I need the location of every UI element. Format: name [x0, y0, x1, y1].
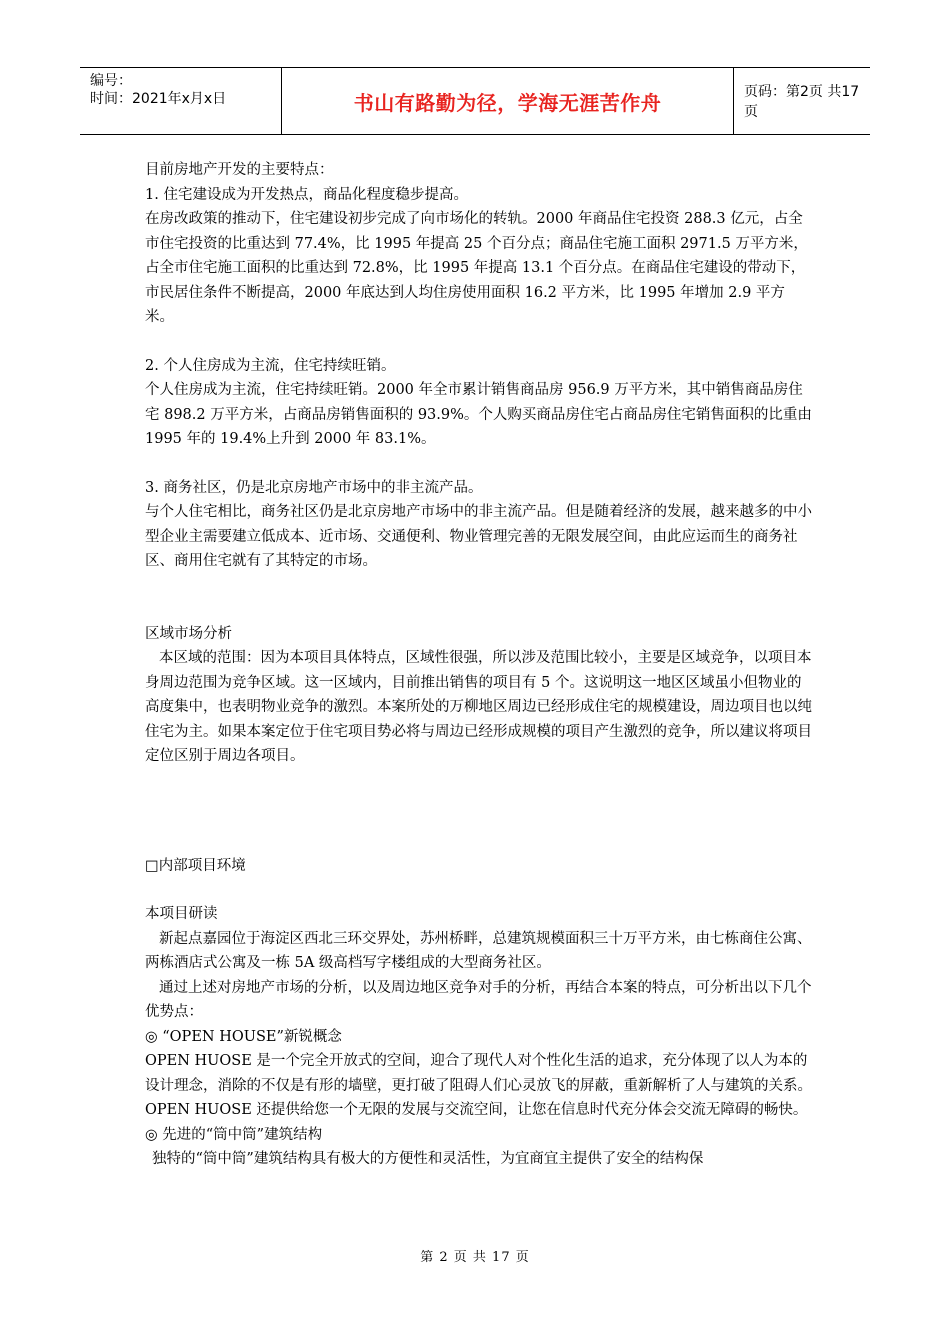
paragraph: 通过上述对房地产市场的分析，以及周边地区竞争对手的分析，再结合本案的特点，可分析出以下几个优势点：	[145, 979, 812, 1020]
paragraph: 本区域的范围：因为本项目具体特点，区域性很强，所以涉及范围比较小，主要是区域竞争，以项目本身周边范围为竞争区域。这一区域内，目前推出销售的项目有 5 个。这说明这一地区区域虽小但物业的高度集中，也表明物业竞争的激烈。本案所处的万柳地区周边已经形成住宅的规模建设，周边项目也以纯住宅为主。如果本案定位于住宅项目势必将与周边已经形成规模的项目产生激烈的竞争，所以建议将项目定位区别于周边各项目。	[145, 650, 812, 764]
paragraph: 独特的“筒中筒”建筑结构具有极大的方便性和灵活性，为宜商宜主提供了安全的结构保	[152, 1151, 704, 1167]
subsection-title: 本项目研读	[145, 906, 218, 922]
item-title: 3. 商务社区，仍是北京房地产市场中的非主流产品。	[145, 479, 483, 496]
paragraph: 新起点嘉园位于海淀区西北三环交界处，苏州桥畔，总建筑规模面积三十万平方米，由七栋商住公寓、两栋酒店式公寓及一栋 5A 级高档写字楼组成的大型商务社区。	[145, 930, 812, 971]
code-label: 编号：	[90, 73, 132, 89]
page-header	[80, 67, 870, 135]
section-title: □内部项目环境	[145, 857, 246, 874]
advantage-title: ◎ “OPEN HOUSE”新锐概念	[145, 1028, 342, 1045]
page-footer: 第 2 页 共 17 页	[420, 1250, 530, 1265]
header-motto: 书山有路勤为径，学海无涯苦作舟	[282, 68, 734, 134]
item-title: 2. 个人住房成为主流，住宅持续旺销。	[145, 357, 396, 374]
paragraph: 在房改政策的推动下，住宅建设初步完成了向市场化的转轨。2000 年商品住宅投资 288.3 亿元，占全市住宅投资的比重达到 77.4%，比 1995 年提高 25 个百分点；商品住宅施工面积 2971.5 万平方米，占全市住宅施工面积的比重达到 72.8%，比 1995 年提高 13.1 个百分点。在商品住宅建设的带动下，市民居住条件不断提高，2000 年底达到人均住房使用面积 16.2 平方米，比 1995 年增加 2.9 平方米。	[145, 211, 808, 325]
header-page-info: 页码：第2页 共17页	[744, 84, 860, 120]
paragraph: 个人住房成为主流，住宅持续旺销。2000 年全市累计销售商品房 956.9 万平方米，其中销售商品房住宅 898.2 万平方米，占商品房销售面积的 93.9%。个人购买商品房住宅占商品房住宅销售面积的比重由 1995 年的 19.4%上升到 2000 年 83.1%。	[145, 382, 812, 447]
paragraph: 与个人住宅相比，商务社区仍是北京房地产市场中的非主流产品。但是随着经济的发展，越来越多的中小型企业主需要建立低成本、近市场、交通便利、物业管理完善的无限发展空间，由此应运而生的商务社区、商用住宅就有了其特定的市场。	[145, 504, 812, 569]
header-meta-cell	[80, 68, 282, 134]
advantage-title: ◎ 先进的“筒中筒”建筑结构	[145, 1126, 323, 1143]
section-title: 目前房地产开发的主要特点：	[145, 162, 334, 178]
section-title: 区域市场分析	[145, 625, 232, 642]
date-label: 时间：2021年x月x日	[90, 91, 227, 107]
document-body	[145, 158, 813, 1172]
item-title: 1. 住宅建设成为开发热点，商品化程度稳步提高。	[145, 186, 468, 203]
paragraph: OPEN HUOSE 是一个完全开放式的空间，迎合了现代人对个性化生活的追求，充分体现了以人为本的设计理念，消除的不仅是有形的墙壁，更打破了阻碍人们心灵放飞的屏蔽，重新解析了人与建筑的关系。OPEN HUOSE 还提供给您一个无限的发展与交流空间，让您在信息时代充分体会交流无障碍的畅快。	[145, 1053, 812, 1118]
